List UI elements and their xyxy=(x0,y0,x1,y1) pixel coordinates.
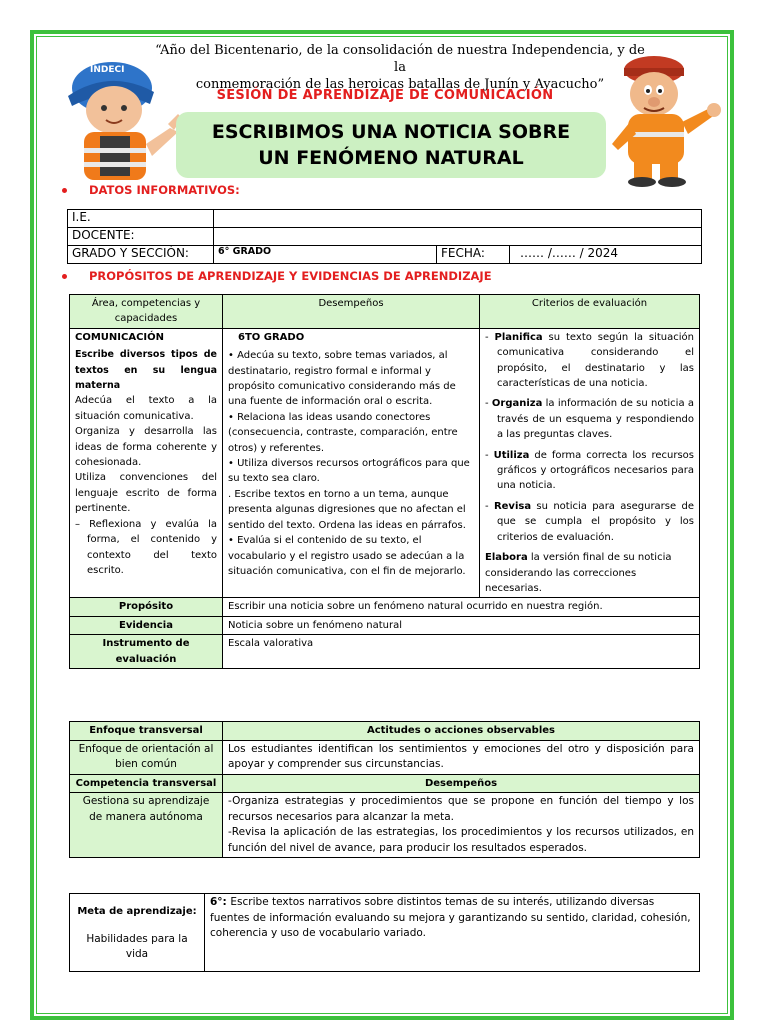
criterio-verb: Revisa xyxy=(493,500,532,512)
meta-label: Meta de aprendizaje: xyxy=(77,906,197,917)
proposito-value: Escribir una noticia sobre un fenómeno natural ocurrido en nuestra región. xyxy=(223,598,700,616)
desempeno-item: • Evalúa si el contenido de su texto, el vocabulario y el registro usado se adecúan a la situación comunicativa, con el fin de mejorarlo. xyxy=(228,535,466,577)
area-name: COMUNICACIÓN xyxy=(75,331,165,343)
desempeno-line: -Revisa la aplicación de las estrategias, los procedimientos y los recursos utilizados, en función del nivel de avance, para producir los resultados esperados. xyxy=(228,826,694,854)
enfoque-header: Enfoque transversal xyxy=(70,722,223,741)
title-line-2: UN FENÓMENO NATURAL xyxy=(258,147,524,169)
ie-value[interactable] xyxy=(214,210,702,228)
motto xyxy=(150,42,650,93)
section-propositos xyxy=(62,269,492,283)
evidencia-value: Noticia sobre un fenómeno natural xyxy=(223,616,700,634)
bullet-icon xyxy=(62,274,67,279)
meta-sub: Habilidades para la vida xyxy=(86,932,188,960)
elabora-text: la versión final de su noticia considerando las correcciones necesarias. xyxy=(485,552,672,594)
instrumento-label: Instrumento de evaluación xyxy=(70,635,223,669)
criterio-item: - Revisa su noticia para asegurarse de que se cumpla el propósito y los criterios de evaluación. xyxy=(485,500,694,543)
learning-table-row xyxy=(70,328,700,598)
criterio-verb: Planifica xyxy=(494,331,543,343)
info-row-grado xyxy=(68,246,702,264)
grado-label: GRADO Y SECCIÓN: xyxy=(68,246,214,264)
capacidad-item: Organiza y desarrolla las ideas de forma coherente y cohesionada. xyxy=(75,426,217,469)
header-desempenos: Desempeños xyxy=(223,295,480,329)
elabora-item xyxy=(485,550,694,596)
proposito-row xyxy=(70,598,700,616)
proposito-label: Propósito xyxy=(70,598,223,616)
header-criterios: Criterios de evaluación xyxy=(480,295,700,329)
actitudes-header: Actitudes o acciones observables xyxy=(223,722,700,741)
enfoque-row xyxy=(70,740,700,774)
section-datos xyxy=(62,183,240,197)
criterio-text: su texto según la situación comunicativa considerando el propósito, el destinatario y las características de una noticia. xyxy=(497,331,694,390)
desempenos-cell xyxy=(223,328,480,598)
info-row-docente xyxy=(68,228,702,246)
competencias-cell xyxy=(70,328,223,598)
desempeno-item: . Escribe textos en torno a un tema, aunque presenta algunas digresiones que no afectan el sentido del texto. Ordena las ideas en párrafos. xyxy=(228,488,466,531)
competencia-row xyxy=(70,793,700,858)
capacidad-item: Adecúa el texto a la situación comunicativa. xyxy=(75,395,217,422)
desempeno-line: -Organiza estrategias y procedimientos que se propone en función del tiempo y los recursos necesarios para alcanzar la meta. xyxy=(228,795,694,823)
motto-line-1: “Año del Bicentenario, de la consolidación de nuestra Independencia, y de la xyxy=(155,43,645,75)
motto-line-2: conmemoración de las heroicas batallas de Junín y Ayacucho” xyxy=(195,77,605,92)
meta-row xyxy=(70,894,700,972)
criterio-text: la información de su noticia a través de un esquema y respondiendo a las preguntas claves. xyxy=(497,398,694,441)
criterios-cell xyxy=(480,328,700,598)
transversal-header xyxy=(70,722,700,741)
bullet-icon xyxy=(62,188,67,193)
desempeno-item: • Utiliza diversos recursos ortográficos para que su texto sea claro. xyxy=(228,458,470,485)
desempeno-item: • Adecúa su texto, sobre temas variados, al destinatario, registro formal e informal y propósito comunicativo considerando más de una fuente de información oral o escrita. xyxy=(228,350,456,408)
capacidad-text: Reflexiona y evalúa la forma, el contenido y contexto del texto escrito. xyxy=(87,518,217,576)
competencia-header-row xyxy=(70,774,700,793)
info-table xyxy=(67,209,702,264)
criterio-item: - Utiliza de forma correcta los recursos gráficos y ortográficos necesarios para una noticia. xyxy=(485,449,694,492)
meta-label-cell xyxy=(70,894,205,972)
criterio-verb: Utiliza xyxy=(493,449,530,461)
competencia-name: Escribe diversos tipos de textos en su lengua materna xyxy=(75,349,217,392)
learning-table xyxy=(69,294,700,669)
elabora-verb: Elabora xyxy=(485,552,528,564)
title-banner xyxy=(176,112,606,178)
section-propositos-label: PROPÓSITOS DE APRENDIZAJE Y EVIDENCIAS DE APRENDIZAJE xyxy=(89,269,492,283)
session-heading: SESIÓN DE APRENDIZAJE DE COMUNICACIÓN xyxy=(216,88,554,103)
info-row-ie xyxy=(68,210,702,228)
criterio-item: - Organiza la información de su noticia a través de un esquema y respondiendo a las preguntas claves. xyxy=(485,398,694,441)
capacidad-item: Utiliza convenciones del lenguaje escrito de forma pertinente. xyxy=(75,472,217,515)
competencia-desempenos xyxy=(223,793,700,858)
meta-text: Escribe textos narrativos sobre distintos temas de su interés, utilizando diversas fuentes de información evaluando su mejora y garantizando su sentido, claridad, cohesión, coherencia y uso de vocabulario variado. xyxy=(210,896,691,939)
fecha-value[interactable]: …… /…… / 2024 xyxy=(510,246,702,264)
instrumento-row xyxy=(70,635,700,669)
competencia-header: Competencia transversal xyxy=(70,774,223,793)
meta-table xyxy=(69,893,700,972)
learning-table-header xyxy=(70,295,700,329)
criterio-item: - Planifica su texto según la situación comunicativa considerando el propósito, el destinatario y las características de una noticia. xyxy=(485,331,694,390)
criterio-text: de forma correcta los recursos gráficos y ortográficos necesarios para una noticia. xyxy=(497,449,694,492)
criterio-text: su noticia para asegurarse de que se cumpla el propósito y los criterios de evaluación. xyxy=(497,500,694,543)
header-area: Área, competencias y capacidades xyxy=(70,295,223,329)
grade-label: 6TO GRADO xyxy=(238,331,305,343)
cap-logo-text: INDECI xyxy=(90,65,125,75)
criterio-verb: Organiza xyxy=(491,398,543,410)
fecha-label: FECHA: xyxy=(437,246,510,264)
enfoque-value: Enfoque de orientación al bien común xyxy=(70,740,223,774)
docente-label: DOCENTE: xyxy=(68,228,214,246)
ie-label: I.E. xyxy=(68,210,214,228)
instrumento-value: Escala valorativa xyxy=(223,635,700,669)
meta-content xyxy=(205,894,700,972)
meta-grade: 6°: xyxy=(210,896,231,908)
desempenos-header: Desempeños xyxy=(223,774,700,793)
actitudes-value: Los estudiantes identifican los sentimientos y emociones del otro y disposición para apoyar y comprender sus circunstancias. xyxy=(223,740,700,774)
section-datos-label: DATOS INFORMATIVOS: xyxy=(89,183,240,197)
competencia-value: Gestiona su aprendizaje de manera autónoma xyxy=(70,793,223,858)
evidencia-row xyxy=(70,616,700,634)
transversal-table xyxy=(69,721,700,858)
evidencia-label: Evidencia xyxy=(70,616,223,634)
capacidad-item: – Reflexiona y evalúa la forma, el contenido y contexto del texto escrito. xyxy=(75,518,217,576)
grado-value[interactable]: 6° GRADO xyxy=(214,246,437,264)
docente-value[interactable] xyxy=(214,228,702,246)
desempeno-item: • Relaciona las ideas usando conectores (consecuencia, contraste, comparación, entre otros) y referentes. xyxy=(228,411,458,454)
title-line-1: ESCRIBIMOS UNA NOTICIA SOBRE xyxy=(211,121,571,143)
